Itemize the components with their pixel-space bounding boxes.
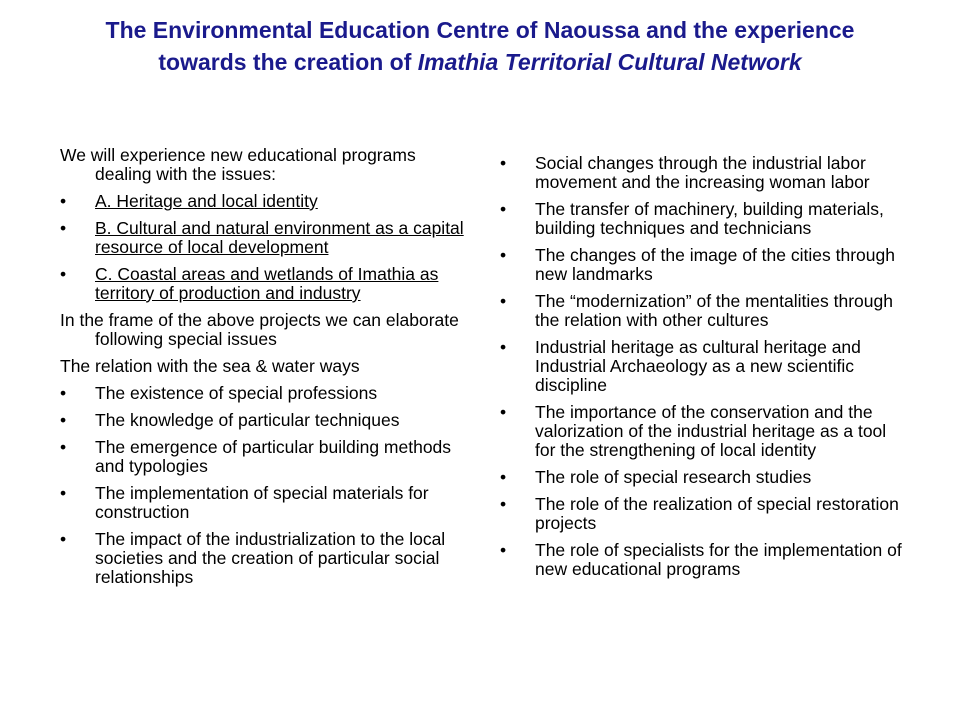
- list-item: [500, 338, 908, 395]
- issue-item: [60, 192, 468, 211]
- bullet-icon: •: [500, 467, 507, 487]
- list-item: [500, 403, 908, 460]
- issue-item: [60, 265, 468, 303]
- bullet-icon: •: [60, 529, 67, 549]
- bullet-icon: •: [60, 410, 67, 430]
- list-item-text: Industrial heritage as cultural heritage and Industrial Archaeology as a new scientific discipline: [535, 337, 861, 395]
- issue-label: A. Heritage and local identity: [95, 191, 318, 211]
- issue-label: C. Coastal areas and wetlands of Imathia as territory of production and industry: [95, 264, 439, 303]
- issue-item: [60, 219, 468, 257]
- list-item-text: The “modernization” of the mentalities through the relation with other cultures: [535, 291, 893, 330]
- slide-title-italic: Imathia Territorial Cultural Network: [417, 49, 802, 75]
- bullet-icon: •: [500, 153, 507, 173]
- issue-label: B. Cultural and natural environment as a capital resource of local development: [95, 218, 464, 257]
- list-item-text: The role of specialists for the implementation of new educational programs: [535, 540, 902, 579]
- bullet-icon: •: [500, 540, 507, 560]
- list-item: [500, 154, 908, 192]
- bullet-icon: •: [60, 191, 67, 211]
- bullet-icon: •: [500, 291, 507, 311]
- slide-title: [60, 14, 900, 78]
- list-item: [500, 541, 908, 579]
- list-item-text: Social changes through the industrial labor movement and the increasing woman labor: [535, 153, 870, 192]
- list-item-text: The transfer of machinery, building materials, building techniques and technicians: [535, 199, 884, 238]
- intro-text: We will experience new educational programs dealing with the issues:: [60, 145, 416, 184]
- bullet-icon: •: [60, 264, 67, 284]
- bullet-icon: •: [60, 483, 67, 503]
- bullet-icon: •: [500, 199, 507, 219]
- relation-text: The relation with the sea & water ways: [60, 356, 360, 376]
- list-item-text: The changes of the image of the cities through new landmarks: [535, 245, 895, 284]
- left-column: [60, 146, 468, 595]
- list-item: [500, 468, 908, 487]
- list-item-text: The role of the realization of special restoration projects: [535, 494, 899, 533]
- list-item: [500, 495, 908, 533]
- list-item: [60, 411, 468, 430]
- list-item-text: The existence of special professions: [95, 383, 378, 403]
- frame-text: In the frame of the above projects we can elaborate following special issues: [60, 310, 459, 349]
- list-item-text: The implementation of special materials for construction: [95, 483, 429, 522]
- list-item-text: The knowledge of particular techniques: [95, 410, 400, 430]
- list-item-text: The importance of the conservation and the valorization of the industrial heritage as a tool for the strengthening of local identity: [535, 402, 887, 460]
- right-column: [500, 154, 908, 587]
- list-item: [60, 438, 468, 476]
- list-item-text: The impact of the industrialization to the local societies and the creation of particular social relationships: [95, 529, 446, 587]
- slide-title-text: The Environmental Education Centre of Naoussa and the experience towards the creation of: [105, 17, 855, 75]
- list-item-text: The role of special research studies: [535, 467, 812, 487]
- list-item: [60, 530, 468, 587]
- bullet-icon: •: [500, 494, 507, 514]
- bullet-icon: •: [60, 437, 67, 457]
- list-item: [500, 292, 908, 330]
- bullet-icon: •: [500, 402, 507, 422]
- list-item: [500, 246, 908, 284]
- list-item: [500, 200, 908, 238]
- list-item: [60, 484, 468, 522]
- bullet-icon: •: [500, 245, 507, 265]
- list-item: [60, 384, 468, 403]
- list-item-text: The emergence of particular building methods and typologies: [95, 437, 452, 476]
- bullet-icon: •: [60, 218, 67, 238]
- bullet-icon: •: [500, 337, 507, 357]
- bullet-icon: •: [60, 383, 67, 403]
